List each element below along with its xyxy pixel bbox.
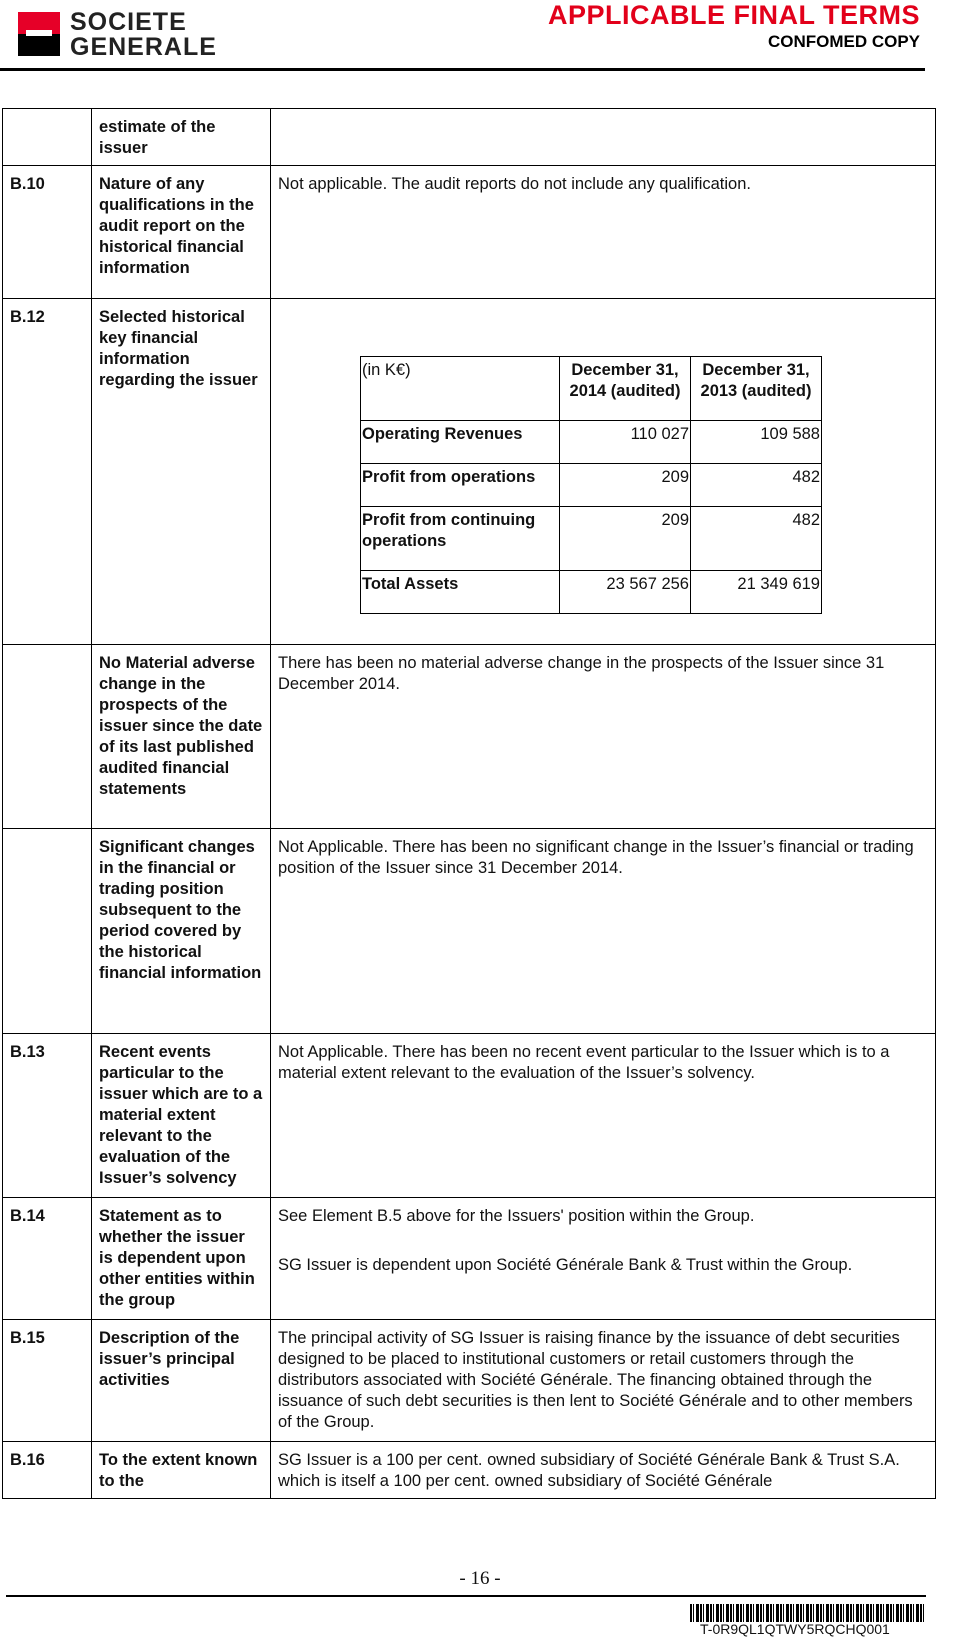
table-row xyxy=(3,829,936,1034)
header-divider xyxy=(0,68,925,71)
value-2014: 110 027 xyxy=(560,421,691,464)
disclosure-cell xyxy=(271,1442,936,1499)
value-2014: 209 xyxy=(560,464,691,507)
element-title: estimate of the issuer xyxy=(92,109,271,166)
element-code xyxy=(3,109,92,166)
table-row xyxy=(3,299,936,645)
page-header xyxy=(0,0,960,74)
disclosure-cell xyxy=(271,299,936,645)
element-code: B.14 xyxy=(3,1198,92,1320)
disclosure-text: Not applicable. The audit reports do not include any qualification. xyxy=(278,175,751,193)
logo-wordmark: SOCIETE GENERALE xyxy=(70,8,217,61)
element-title: Selected historical key financial information regarding the issuer xyxy=(92,299,271,645)
financial-row xyxy=(361,507,822,571)
table-row xyxy=(3,109,936,166)
element-title: Significant changes in the financial or trading position subsequent to the period covered by the historical financial information xyxy=(92,829,271,1034)
table-row xyxy=(3,1320,936,1442)
document-code: T-0R9QL1QTWY5RQCHQ001 xyxy=(700,1621,890,1637)
disclosure-text: The principal activity of SG Issuer is raising finance by the issuance of debt securities designed to be placed to institutional customers or retail customers through the distributors associated with Société Générale. The financing obtained through the issuance of such debt securities is then lent to Société Générale and to other members of the Group. xyxy=(278,1329,913,1431)
financial-row-label: Total Assets xyxy=(361,571,560,614)
disclosure-text: See Element B.5 above for the Issuers' position within the Group. xyxy=(278,1207,755,1225)
document-title: APPLICABLE FINAL TERMS xyxy=(547,0,920,30)
value-2013: 482 xyxy=(691,464,822,507)
table-row xyxy=(3,1442,936,1499)
element-title: To the extent known to the xyxy=(92,1442,271,1499)
table-row xyxy=(3,166,936,299)
unit-label: (in K€) xyxy=(361,357,560,421)
societe-generale-logo xyxy=(18,10,278,62)
disclosure-cell xyxy=(271,109,936,166)
footer-divider xyxy=(6,1595,926,1597)
element-title: No Material adverse change in the prospects of the issuer since the date of its last published audited financial statements xyxy=(92,645,271,829)
element-title: Nature of any qualifications in the audit report on the historical financial information xyxy=(92,166,271,299)
table-row xyxy=(3,1198,936,1320)
element-title: Recent events particular to the issuer which are to a material extent relevant to the evaluation of the Issuer’s solvency xyxy=(92,1034,271,1198)
disclosure-cell xyxy=(271,1198,936,1320)
financial-row-label: Operating Revenues xyxy=(361,421,560,464)
financial-row xyxy=(361,421,822,464)
financial-row xyxy=(361,571,822,614)
disclosure-cell xyxy=(271,166,936,299)
element-code xyxy=(3,645,92,829)
element-code: B.12 xyxy=(3,299,92,645)
financial-row-label: Profit from operations xyxy=(361,464,560,507)
value-2013: 482 xyxy=(691,507,822,571)
financial-row-label: Profit from continuing operations xyxy=(361,507,560,571)
logo-mark-icon xyxy=(18,12,60,56)
disclosure-text: There has been no material adverse change in the prospects of the Issuer since 31 December 2014. xyxy=(278,654,885,693)
disclosure-cell xyxy=(271,829,936,1034)
barcode-icon xyxy=(690,1604,925,1622)
element-code: B.16 xyxy=(3,1442,92,1499)
value-2014: 209 xyxy=(560,507,691,571)
summary-table xyxy=(2,108,936,1499)
element-title: Statement as to whether the issuer is dependent upon other entities within the group xyxy=(92,1198,271,1320)
column-header-2013: December 31, 2013 (audited) xyxy=(691,357,822,421)
value-2013: 109 588 xyxy=(691,421,822,464)
page-number: - 16 - xyxy=(459,1568,501,1589)
table-row xyxy=(3,645,936,829)
element-code: B.13 xyxy=(3,1034,92,1198)
disclosure-cell xyxy=(271,645,936,829)
disclosure-text: SG Issuer is a 100 per cent. owned subsidiary of Société Générale Bank & Trust S.A. which is itself a 100 per cent. owned subsidiary of Société Générale xyxy=(278,1451,900,1490)
disclosure-text: Not Applicable. There has been no recent event particular to the Issuer which is to a material extent relevant to the evaluation of the Issuer’s solvency. xyxy=(278,1043,890,1082)
disclosure-cell xyxy=(271,1034,936,1198)
table-row xyxy=(3,1034,936,1198)
document-subtitle: CONFOMED COPY xyxy=(767,32,920,51)
disclosure-text: SG Issuer is dependent upon Société Générale Bank & Trust within the Group. xyxy=(278,1256,853,1274)
element-code: B.10 xyxy=(3,166,92,299)
disclosure-cell xyxy=(271,1320,936,1442)
value-2014: 23 567 256 xyxy=(560,571,691,614)
value-2013: 21 349 619 xyxy=(691,571,822,614)
financial-header-row xyxy=(361,357,822,421)
element-title: Description of the issuer’s principal activities xyxy=(92,1320,271,1442)
disclosure-text: Not Applicable. There has been no significant change in the Issuer’s financial or trading position of the Issuer since 31 December 2014. xyxy=(278,838,914,877)
financial-info-table xyxy=(360,356,822,614)
column-header-2014: December 31, 2014 (audited) xyxy=(560,357,691,421)
element-code xyxy=(3,829,92,1034)
element-code: B.15 xyxy=(3,1320,92,1442)
financial-row xyxy=(361,464,822,507)
